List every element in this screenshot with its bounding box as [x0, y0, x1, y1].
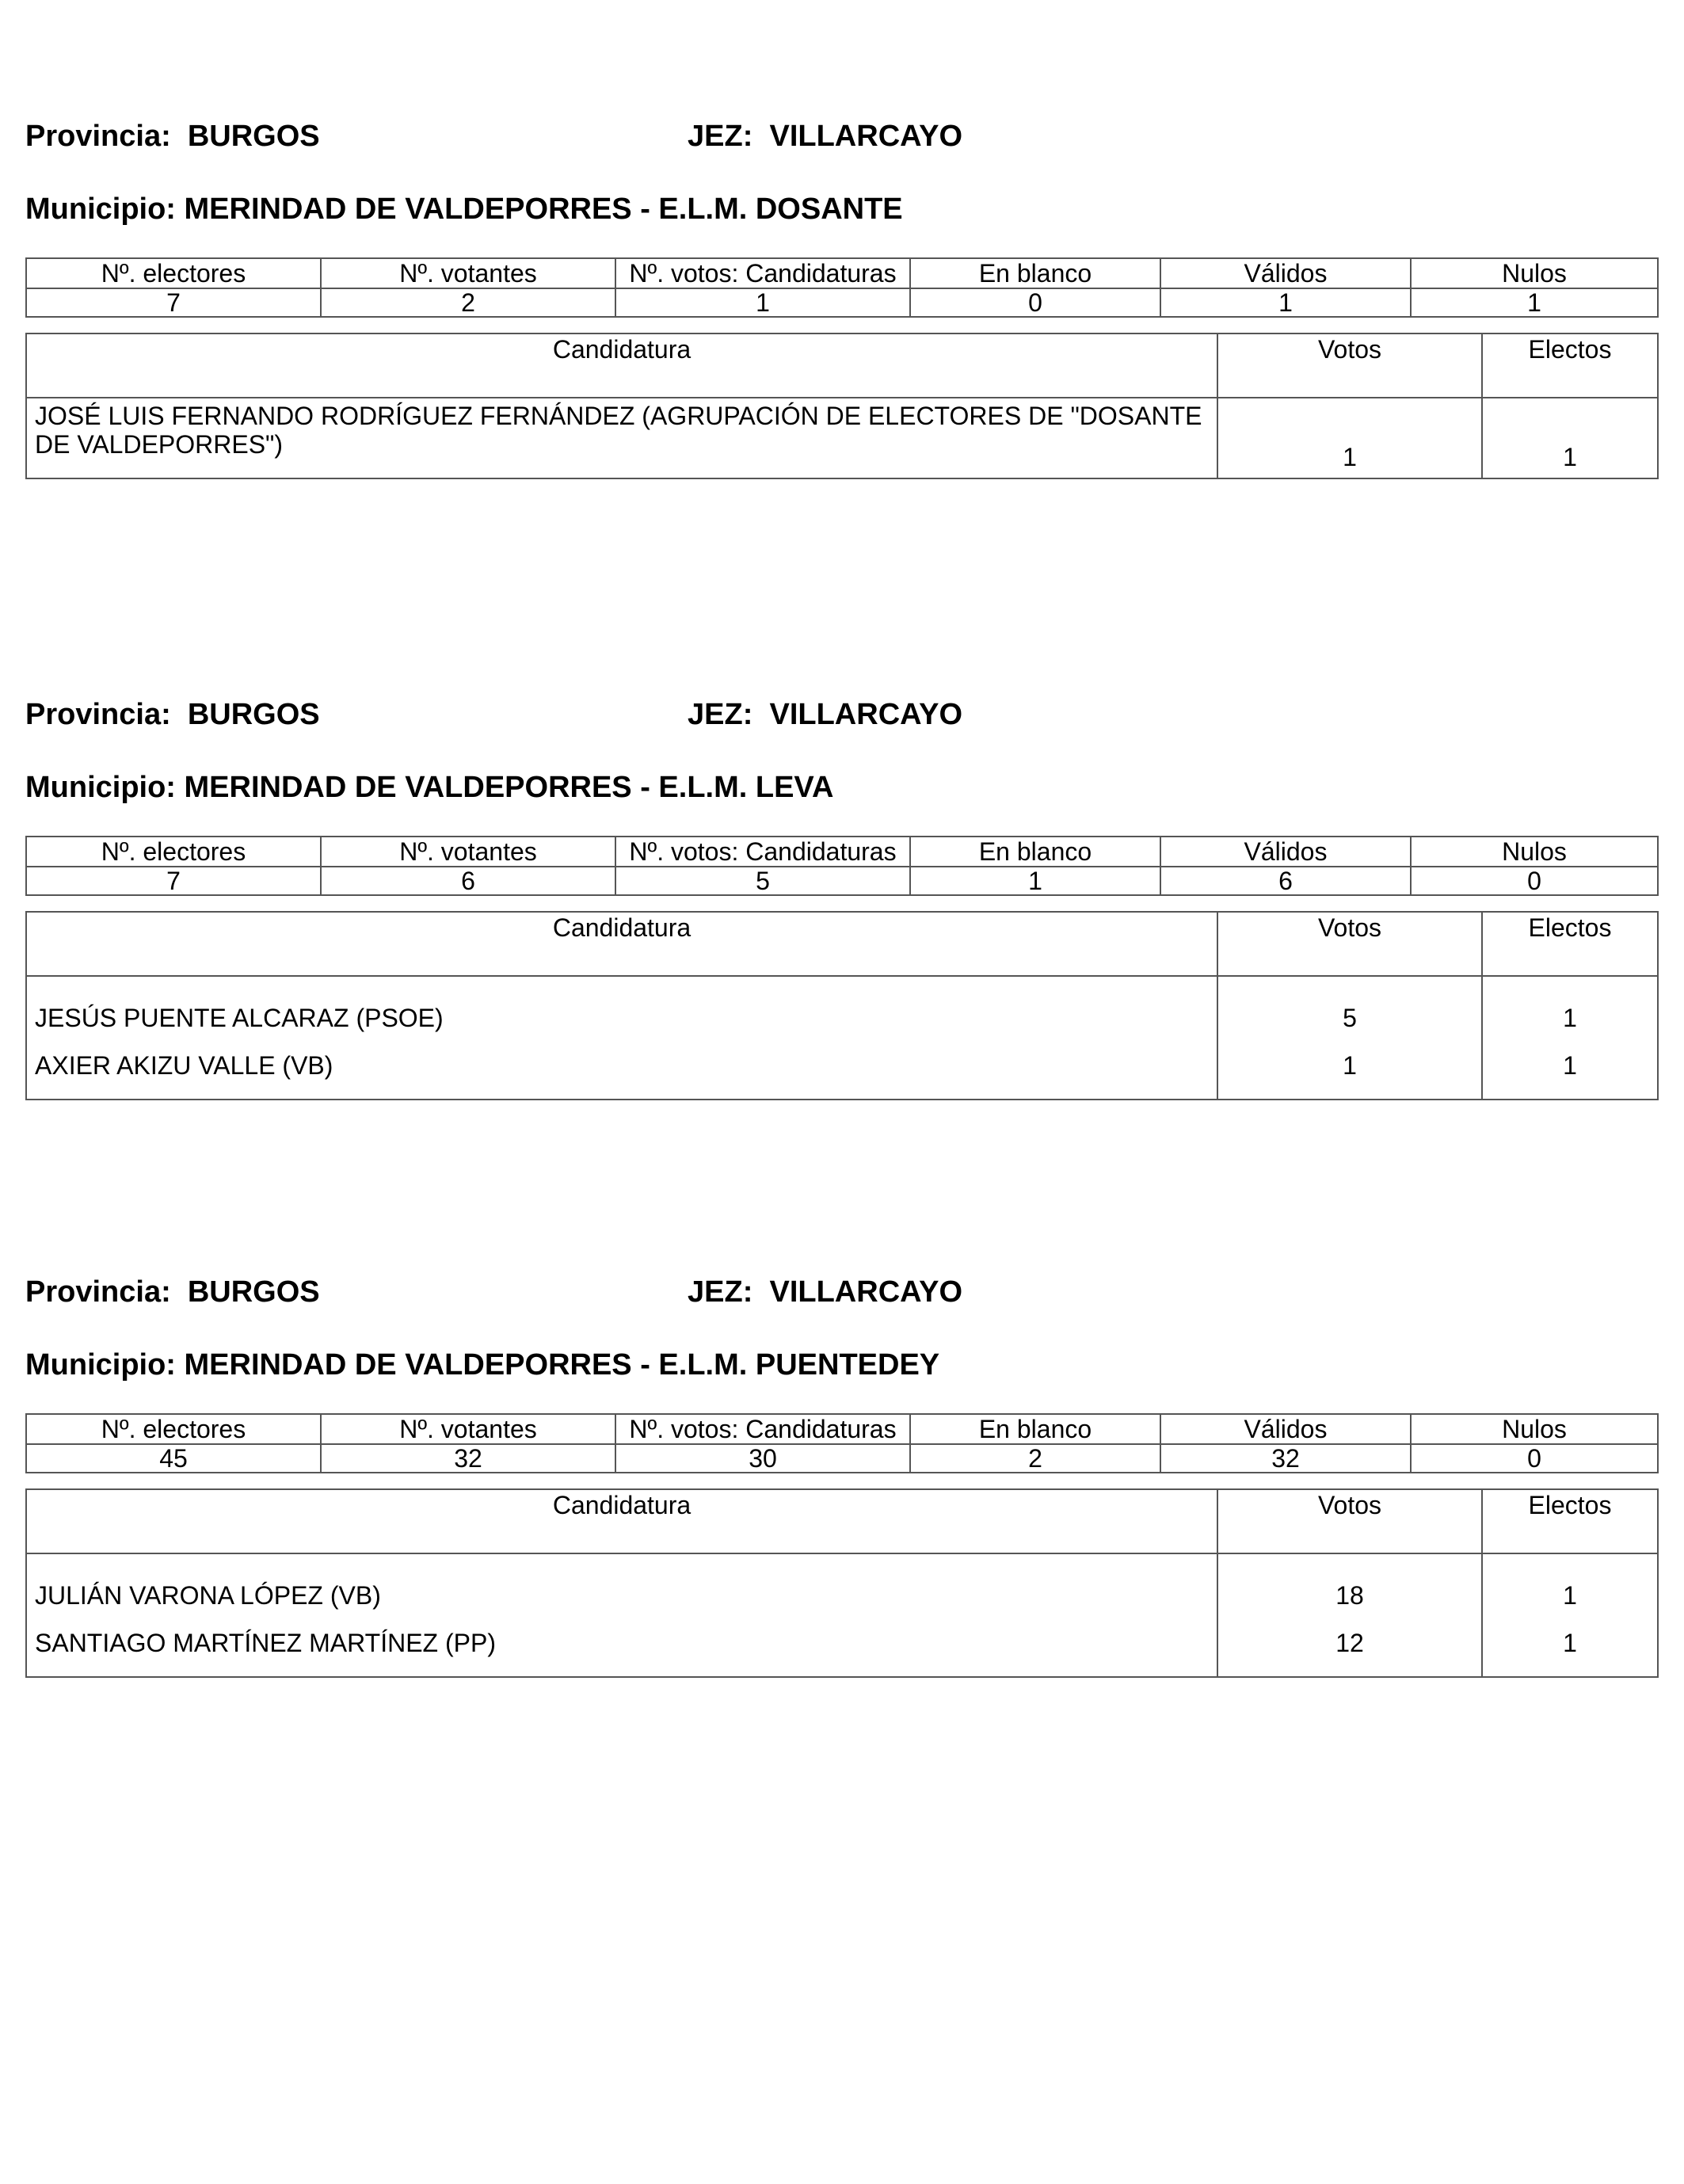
stat-value: 0 [1411, 1444, 1658, 1473]
provincia-heading [25, 1275, 320, 1309]
candidates-table [25, 911, 1659, 1100]
provincia-value: BURGOS [187, 698, 320, 731]
municipio-value: MERINDAD DE VALDEPORRES - E.L.M. PUENTEDEY [184, 1348, 940, 1382]
candidate-votos: 18 [1217, 1553, 1482, 1610]
stat-header: Nº. electores [26, 837, 321, 867]
stats-table [25, 1413, 1659, 1473]
stat-header: Nº. votantes [321, 258, 615, 288]
candidate-row [26, 1553, 1658, 1610]
candidate-electos: 1 [1482, 1610, 1658, 1677]
municipio-heading [25, 1347, 939, 1382]
candidate-votos: 5 [1217, 976, 1482, 1032]
jez-label: JEZ: [688, 120, 753, 153]
stat-value: 0 [1411, 867, 1658, 895]
votos-header: Votos [1217, 912, 1482, 976]
municipio-heading [25, 770, 833, 805]
stat-header: En blanco [910, 1414, 1160, 1444]
stat-value: 6 [1160, 867, 1411, 895]
stat-value: 32 [321, 1444, 615, 1473]
stat-header: Nº. votos: Candidaturas [615, 1414, 910, 1444]
municipio-label: Municipio: [25, 192, 176, 226]
candidate-name: SANTIAGO MARTÍNEZ MARTÍNEZ (PP) [26, 1610, 1217, 1677]
candidate-row [26, 398, 1658, 478]
stat-header: En blanco [910, 258, 1160, 288]
stat-value: 7 [26, 867, 321, 895]
provincia-value: BURGOS [187, 1275, 320, 1309]
jez-value: VILLARCAYO [769, 1275, 962, 1309]
stat-value: 1 [1160, 288, 1411, 317]
electos-header: Electos [1482, 1489, 1658, 1553]
stat-value: 32 [1160, 1444, 1411, 1473]
jez-heading [688, 1275, 962, 1309]
candidates-table [25, 333, 1659, 479]
candidatura-header: Candidatura [26, 1489, 1217, 1553]
jez-heading [688, 697, 962, 732]
stat-value: 30 [615, 1444, 910, 1473]
candidates-table [25, 1488, 1659, 1678]
stats-table [25, 257, 1659, 318]
candidate-electos: 1 [1482, 1032, 1658, 1100]
stat-header: Nº. votos: Candidaturas [615, 837, 910, 867]
candidatura-header: Candidatura [26, 912, 1217, 976]
stat-header: Válidos [1160, 1414, 1411, 1444]
candidate-votos: 12 [1217, 1610, 1482, 1677]
stat-value: 5 [615, 867, 910, 895]
candidate-name: JESÚS PUENTE ALCARAZ (PSOE) [26, 976, 1217, 1032]
candidate-electos: 1 [1482, 1553, 1658, 1610]
stat-header: Nulos [1411, 258, 1658, 288]
candidate-name: JOSÉ LUIS FERNANDO RODRÍGUEZ FERNÁNDEZ (AGRUPACIÓN DE ELECTORES DE "DOSANTE DE VALDEPORRES") [26, 398, 1217, 478]
candidate-electos: 1 [1482, 398, 1658, 478]
jez-label: JEZ: [688, 698, 753, 731]
provincia-heading [25, 697, 320, 732]
stat-value: 2 [910, 1444, 1160, 1473]
electos-header: Electos [1482, 912, 1658, 976]
provincia-value: BURGOS [187, 120, 320, 153]
stat-header: Válidos [1160, 837, 1411, 867]
stat-value: 1 [1411, 288, 1658, 317]
electos-header: Electos [1482, 334, 1658, 398]
stat-header: En blanco [910, 837, 1160, 867]
candidate-row [26, 1032, 1658, 1100]
municipio-value: MERINDAD DE VALDEPORRES - E.L.M. LEVA [184, 771, 834, 804]
stat-header: Nº. votantes [321, 1414, 615, 1444]
stat-header: Nº. electores [26, 1414, 321, 1444]
candidate-name: JULIÁN VARONA LÓPEZ (VB) [26, 1553, 1217, 1610]
provincia-heading [25, 119, 320, 154]
candidate-row [26, 976, 1658, 1032]
candidate-votos: 1 [1217, 1032, 1482, 1100]
provincia-label: Provincia: [25, 1275, 171, 1309]
provincia-label: Provincia: [25, 120, 171, 153]
stat-header: Válidos [1160, 258, 1411, 288]
stat-header: Nulos [1411, 837, 1658, 867]
candidate-electos: 1 [1482, 976, 1658, 1032]
stat-header: Nº. votos: Candidaturas [615, 258, 910, 288]
candidatura-header: Candidatura [26, 334, 1217, 398]
jez-value: VILLARCAYO [769, 698, 962, 731]
candidate-name: AXIER AKIZU VALLE (VB) [26, 1032, 1217, 1100]
municipio-value: MERINDAD DE VALDEPORRES - E.L.M. DOSANTE [184, 192, 903, 226]
stat-value: 2 [321, 288, 615, 317]
municipio-label: Municipio: [25, 1348, 176, 1382]
candidate-row [26, 1610, 1658, 1677]
jez-label: JEZ: [688, 1275, 753, 1309]
stat-value: 45 [26, 1444, 321, 1473]
candidate-votos: 1 [1217, 398, 1482, 478]
municipio-label: Municipio: [25, 771, 176, 804]
votos-header: Votos [1217, 334, 1482, 398]
jez-value: VILLARCAYO [769, 120, 962, 153]
stat-value: 1 [615, 288, 910, 317]
stat-value: 1 [910, 867, 1160, 895]
municipio-heading [25, 192, 903, 227]
stat-header: Nº. electores [26, 258, 321, 288]
stat-header: Nº. votantes [321, 837, 615, 867]
stats-table [25, 836, 1659, 896]
stat-value: 0 [910, 288, 1160, 317]
provincia-label: Provincia: [25, 698, 171, 731]
votos-header: Votos [1217, 1489, 1482, 1553]
stat-value: 6 [321, 867, 615, 895]
stat-value: 7 [26, 288, 321, 317]
stat-header: Nulos [1411, 1414, 1658, 1444]
jez-heading [688, 119, 962, 154]
